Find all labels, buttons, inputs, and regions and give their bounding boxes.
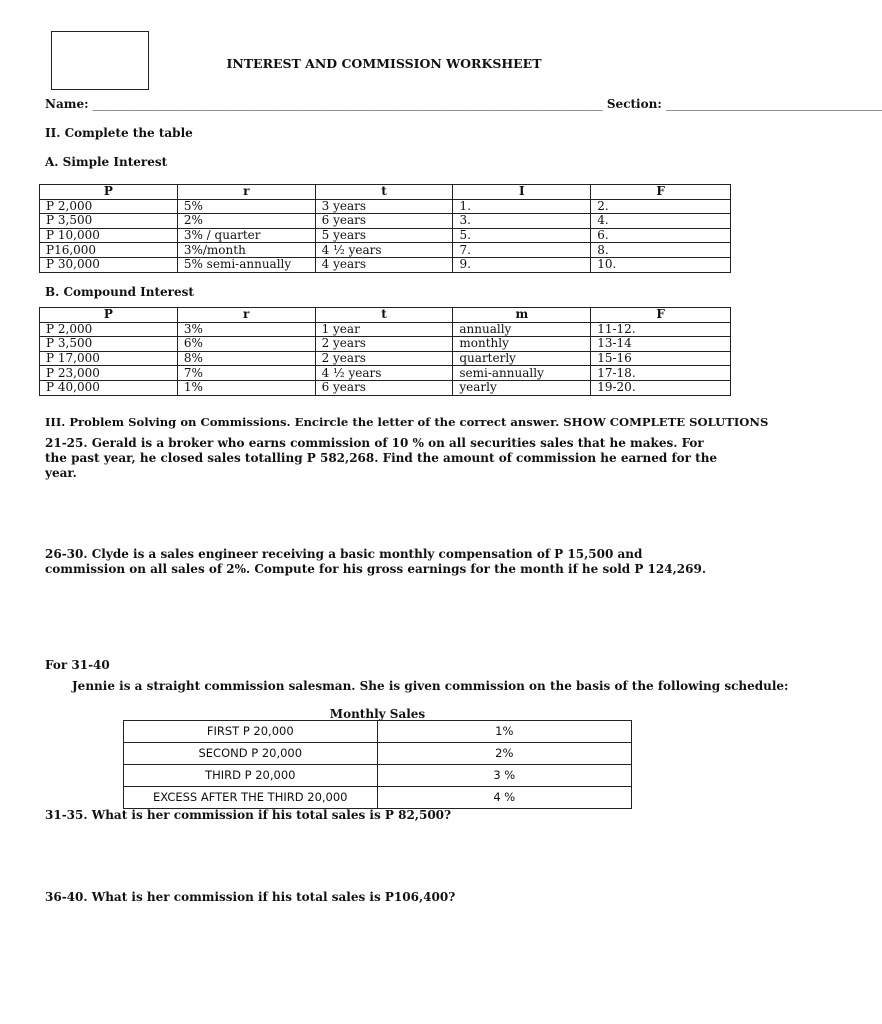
problem-26-30: 26-30. Clyde is a sales engineer receiving a basic monthly compensation of P 15,500 and commission on all sales of 2%. Compute for his gross earnings for the month if he sold P 124,269. (45, 547, 706, 576)
compound-interest-table (39, 307, 731, 396)
table-row (40, 366, 731, 381)
table-cell: 9. (453, 257, 591, 272)
table-row (40, 257, 731, 272)
table-cell: annually (453, 322, 591, 337)
table-row (40, 199, 731, 214)
table-row (40, 228, 731, 243)
table-cell: 2% (177, 214, 315, 229)
question-31-35: 31-35. What is her commission if his total sales is P 82,500? (45, 808, 452, 822)
header-cell: F (591, 185, 731, 200)
table-header-row (40, 185, 731, 200)
header-cell: r (177, 308, 315, 323)
schedule-caption: Monthly Sales (329, 707, 426, 721)
rate-cell: 3 % (377, 765, 631, 787)
table-cell: 17-18. (591, 366, 731, 381)
header-cell: r (177, 185, 315, 200)
table-cell: 3% / quarter (177, 228, 315, 243)
table-cell: 3 years (315, 199, 453, 214)
table-cell: 2 years (315, 337, 453, 352)
header-cell: m (453, 308, 591, 323)
table-cell: 7% (177, 366, 315, 381)
table-cell: P 3,500 (40, 214, 178, 229)
table-cell: P 30,000 (40, 257, 178, 272)
jennie-intro: Jennie is a straight commission salesman. She is given commission on the basis of the following schedule: (72, 679, 789, 693)
table-row (40, 243, 731, 258)
table-cell: 8% (177, 351, 315, 366)
table-header-row (40, 308, 731, 323)
name-label: Name: (45, 97, 89, 111)
table-cell: 7. (453, 243, 591, 258)
table-cell: quarterly (453, 351, 591, 366)
table-cell: 19-20. (591, 380, 731, 395)
table-cell: monthly (453, 337, 591, 352)
table-row (40, 337, 731, 352)
compound-interest-heading: B. Compound Interest (45, 285, 194, 299)
table-cell: P 23,000 (40, 366, 178, 381)
table-cell: 1. (453, 199, 591, 214)
table-cell: 1 year (315, 322, 453, 337)
header-cell: t (315, 185, 453, 200)
table-cell: 3%/month (177, 243, 315, 258)
table-cell: 2. (591, 199, 731, 214)
table-cell: 15-16 (591, 351, 731, 366)
table-cell: P 40,000 (40, 380, 178, 395)
header-cell: P (40, 308, 178, 323)
sales-bracket-cell: SECOND P 20,000 (124, 743, 378, 765)
table-cell: P 10,000 (40, 228, 178, 243)
table-cell: 5. (453, 228, 591, 243)
table-cell: 8. (591, 243, 731, 258)
part2-heading: II. Complete the table (45, 126, 193, 140)
table-row (124, 743, 632, 765)
header-cell: t (315, 308, 453, 323)
table-cell: 5% (177, 199, 315, 214)
table-cell: 10. (591, 257, 731, 272)
table-row (124, 787, 632, 809)
table-cell: semi-annually (453, 366, 591, 381)
table-cell: 4 years (315, 257, 453, 272)
section-blank: ____________________________________ (665, 97, 882, 111)
rate-cell: 2% (377, 743, 631, 765)
table-row (40, 351, 731, 366)
table-cell: 11-12. (591, 322, 731, 337)
table-cell: 3% (177, 322, 315, 337)
rate-cell: 1% (377, 721, 631, 743)
header-cell: F (591, 308, 731, 323)
sales-bracket-cell: EXCESS AFTER THE THIRD 20,000 (124, 787, 378, 809)
table-cell: 6 years (315, 380, 453, 395)
table-cell: yearly (453, 380, 591, 395)
table-row (40, 214, 731, 229)
table-row (124, 721, 632, 743)
simple-interest-heading: A. Simple Interest (45, 155, 168, 169)
table-cell: 5% semi-annually (177, 257, 315, 272)
commission-schedule-table (123, 720, 632, 809)
name-blank: _____________________________________________________________________________________ (92, 97, 603, 111)
sales-bracket-cell: FIRST P 20,000 (124, 721, 378, 743)
table-cell: 6 years (315, 214, 453, 229)
table-row (40, 380, 731, 395)
name-section-line (45, 97, 882, 111)
header-cell: I (453, 185, 591, 200)
table-row (124, 765, 632, 787)
table-cell: 4 ½ years (315, 366, 453, 381)
sales-bracket-cell: THIRD P 20,000 (124, 765, 378, 787)
table-cell: 2 years (315, 351, 453, 366)
part3-heading: III. Problem Solving on Commissions. Encircle the letter of the correct answer. SHOW COMPLETE SOLUTIONS (45, 415, 769, 429)
table-cell: P 2,000 (40, 322, 178, 337)
table-cell: 4. (591, 214, 731, 229)
table-cell: 13-14 (591, 337, 731, 352)
table-cell: 6. (591, 228, 731, 243)
table-row (40, 322, 731, 337)
table-cell: 3. (453, 214, 591, 229)
table-cell: 6% (177, 337, 315, 352)
table-cell: P 2,000 (40, 199, 178, 214)
rate-cell: 4 % (377, 787, 631, 809)
question-36-40: 36-40. What is her commission if his total sales is P106,400? (45, 890, 456, 904)
table-cell: 5 years (315, 228, 453, 243)
table-cell: 4 ½ years (315, 243, 453, 258)
section-label: Section: (606, 97, 662, 111)
problem-21-25: 21-25. Gerald is a broker who earns commission of 10 % on all securities sales that he makes. For the past year, he closed sales totalling P 582,268. Find the amount of commission he earned for the year. (45, 436, 718, 480)
table-cell: P16,000 (40, 243, 178, 258)
table-cell: P 3,500 (40, 337, 178, 352)
for-31-40-label: For 31-40 (45, 658, 110, 672)
table-cell: 1% (177, 380, 315, 395)
worksheet-title: INTEREST AND COMMISSION WORKSHEET (226, 56, 542, 71)
simple-interest-table (39, 184, 731, 273)
header-cell: P (40, 185, 178, 200)
table-cell: P 17,000 (40, 351, 178, 366)
